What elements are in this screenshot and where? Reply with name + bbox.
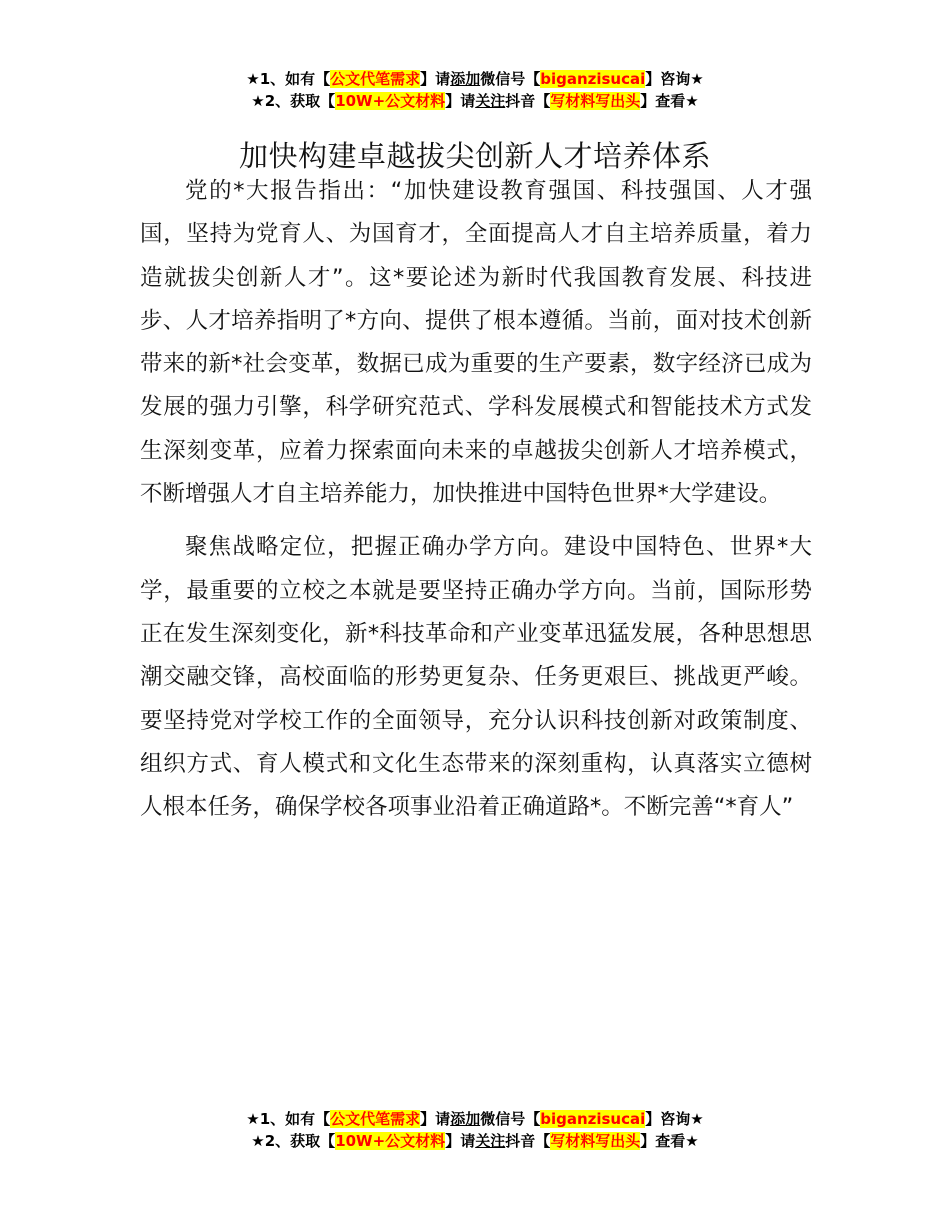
promo-line-1	[0, 1108, 950, 1130]
promo-text: ★2、获取【	[251, 92, 336, 110]
promo-text: 抖音【	[505, 1132, 551, 1150]
promo-underlined-text: 关注	[475, 1132, 506, 1150]
promo-text: ★1、如有【	[246, 1110, 331, 1128]
paragraph: 党的*大报告指出：“加快建设教育强国、科技强国、人才强国，坚持为党育人、为国育才，全面提高人才自主培养质量，着力造就拔尖创新人才”。这*要论述为新时代我国教育发展、科技进步、人才培养指明了*方向、提供了根本遵循。当前，面对技术创新带来的新*社会变革，数据已成为重要的生产要素，数字经济已成为发展的强力引擎，科学研究范式、学科发展模式和智能技术方式发生深刻变革，应着力探索面向未来的卓越拔尖创新人才培养模式，不断增强人才自主培养能力，加快推进中国特色世界*大学建设。	[140, 178, 812, 508]
promo-highlight: 10W+公文材料	[335, 92, 446, 110]
promo-underlined-text: 关注	[475, 92, 506, 110]
promo-text: ★2、获取【	[251, 1132, 336, 1150]
promo-douyin-id: 写材料写出头	[550, 92, 641, 110]
promo-text: 】咨询★	[645, 70, 704, 88]
promo-highlight: 10W+公文材料	[335, 1132, 446, 1150]
header-promo	[0, 68, 950, 112]
promo-text: 】请	[420, 70, 451, 88]
promo-text: 】咨询★	[645, 1110, 704, 1128]
promo-wechat-id: biganzisucai	[540, 1110, 646, 1128]
promo-text: 】请	[445, 1132, 476, 1150]
promo-underlined-text: 添加	[450, 1110, 481, 1128]
promo-line-1	[0, 68, 950, 90]
footer-promo	[0, 1108, 950, 1152]
promo-text: 】请	[445, 92, 476, 110]
promo-underlined-text: 添加	[450, 70, 481, 88]
promo-text: 微信号【	[480, 1110, 541, 1128]
promo-text: 】查看★	[640, 1132, 699, 1150]
promo-text: 】查看★	[640, 92, 699, 110]
promo-line-2	[0, 1130, 950, 1152]
promo-line-2	[0, 90, 950, 112]
promo-text: 抖音【	[505, 92, 551, 110]
document-body	[140, 170, 812, 829]
promo-wechat-id: biganzisucai	[540, 70, 646, 88]
promo-text: 微信号【	[480, 70, 541, 88]
promo-highlight: 公文代笔需求	[330, 1110, 421, 1128]
document-title: 加快构建卓越拔尖创新人才培养体系	[238, 139, 711, 174]
promo-douyin-id: 写材料写出头	[550, 1132, 641, 1150]
promo-text: ★1、如有【	[246, 70, 331, 88]
promo-text: 】请	[420, 1110, 451, 1128]
paragraph: 聚焦战略定位，把握正确办学方向。建设中国特色、世界*大学，最重要的立校之本就是要坚持正确办学方向。当前，国际形势正在发生深刻变化，新*科技革命和产业变革迅猛发展，各种思想思潮交融交锋，高校面临的形势更复杂、任务更艰巨、挑战更严峻。要坚持党对学校工作的全面领导，充分认识科技创新对政策制度、组织方式、育人模式和文化生态带来的深刻重构，认真落实立德树人根本任务，确保学校各项事业沿着正确道路*。不断完善“*育人”	[140, 534, 812, 821]
promo-highlight: 公文代笔需求	[330, 70, 421, 88]
